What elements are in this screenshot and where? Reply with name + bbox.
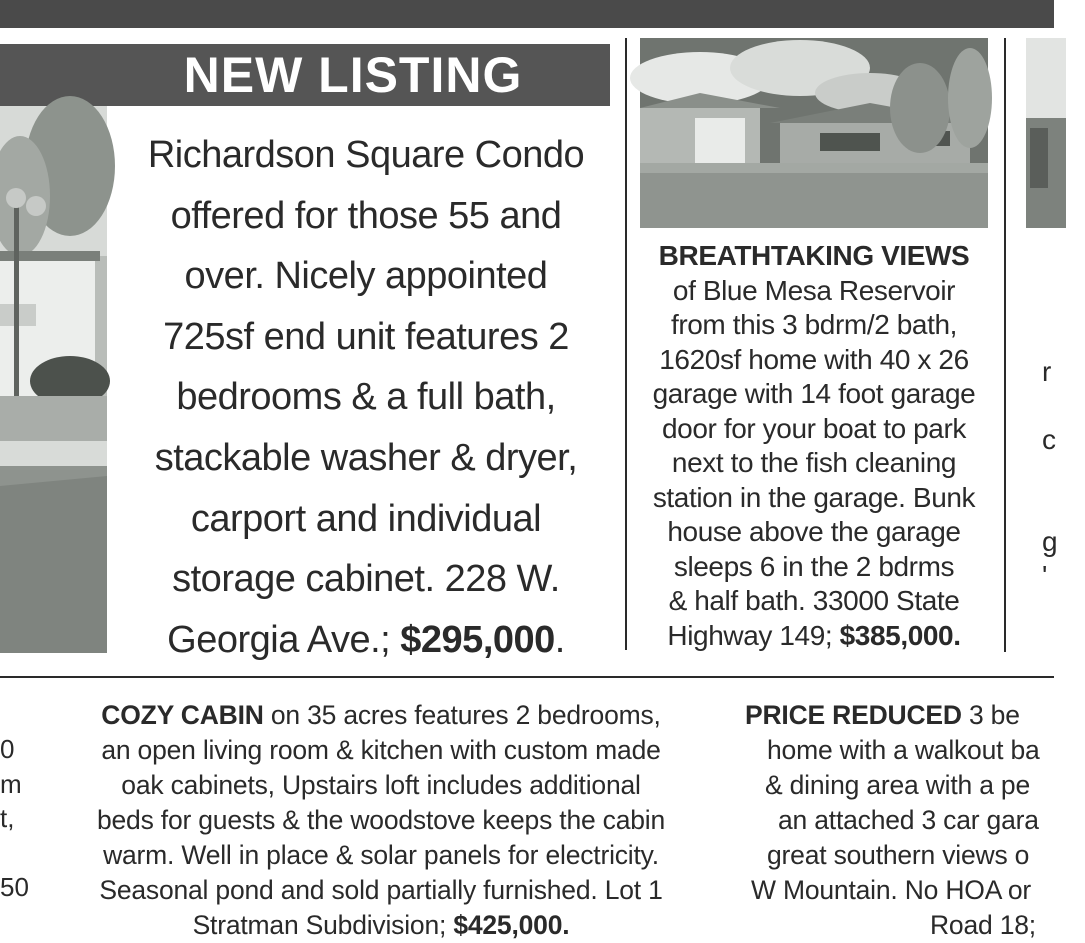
listing-address: Stratman Subdivision; <box>192 910 454 940</box>
listing-text: on 35 acres features 2 bedrooms, <box>263 700 661 730</box>
listing-first-line <box>60 698 702 733</box>
listing-views-description <box>630 239 998 653</box>
listing-text-line: of Blue Mesa Reservoir <box>672 274 956 306</box>
listing-text-line: Road 18; <box>930 910 1036 940</box>
listing-address: Highway 149; <box>667 619 840 651</box>
listing-address-price-line <box>630 619 998 654</box>
listing-text-line: sleeps 6 in the 2 bdrms <box>673 550 955 582</box>
fragment-line <box>1042 457 1072 491</box>
listing-heading: COZY CABIN <box>101 700 264 730</box>
section-divider <box>0 676 1054 678</box>
listing-price: $425,000. <box>453 910 570 940</box>
listing-left-fragment <box>0 732 29 905</box>
listing-text-line: over. Nicely appointed <box>184 255 548 298</box>
listing-photo-house <box>640 38 988 228</box>
listing-text-line: great southern views o <box>767 840 1030 870</box>
listing-price-period: . <box>554 618 565 661</box>
top-bar <box>0 0 1054 28</box>
fragment-line: 50 <box>0 872 29 902</box>
column-divider <box>625 38 627 650</box>
fragment-line <box>1042 389 1072 423</box>
listing-reduced-description <box>745 698 1085 943</box>
listing-text-line: door for your boat to park <box>662 412 966 444</box>
listing-heading: BREATHTAKING VIEWS <box>658 240 970 271</box>
listing-text-line: next to the fish cleaning <box>671 447 957 478</box>
listing-heading: PRICE REDUCED <box>745 700 962 730</box>
listing-text-line: beds for guests & the woodstove keeps the cabin <box>96 805 666 835</box>
listing-text-line: 725sf end unit features 2 <box>163 315 569 358</box>
listing-text-line: garage with 14 foot garage <box>652 378 976 409</box>
listing-text-line: warm. Well in place & solar panels for electricity. <box>103 840 659 870</box>
listing-text-line: oak cabinets, Upstairs loft includes additional <box>121 770 641 800</box>
fragment-line: ' <box>1042 560 1048 591</box>
listing-text-line: 1620sf home with 40 x 26 <box>659 343 969 375</box>
listing-text-line: & dining area with a pe <box>765 770 1030 800</box>
listing-text-line: carport and individual <box>190 497 542 540</box>
listing-text-line: an open living room & kitchen with custom made <box>101 735 661 765</box>
listing-cabin-description <box>60 698 702 943</box>
fragment-line: 0 <box>0 734 15 764</box>
fragment-line: r <box>1042 356 1052 387</box>
fragment-line: t, <box>0 803 15 833</box>
listing-price: $295,000 <box>400 618 555 661</box>
listing-price: $385,000. <box>839 619 961 651</box>
column-divider <box>1004 38 1006 652</box>
fragment-line <box>1042 491 1072 525</box>
new-listing-banner <box>0 44 610 106</box>
listing-text-line: house above the garage <box>667 516 961 547</box>
listing-text-line: bedrooms & a full bath, <box>176 376 556 419</box>
listing-text-line: & half bath. 33000 State <box>668 585 960 616</box>
listing-text-line: W Mountain. No HOA or <box>751 875 1032 905</box>
listing-address: Georgia Ave.; <box>167 618 401 661</box>
listing-text: 3 be <box>961 700 1020 730</box>
listing-address-price-line <box>60 908 702 943</box>
listing-text-line: home with a walkout ba <box>767 735 1040 765</box>
listing-text-line: an attached 3 car gara <box>778 805 1039 835</box>
listing-address-price-line <box>107 610 625 671</box>
fragment-line <box>0 836 20 871</box>
listing-text-line: storage cabinet. 228 W. <box>172 558 560 601</box>
listing-text-line: stackable washer & dryer, <box>154 436 578 479</box>
listing-text-line: station in the garage. Bunk <box>652 481 976 513</box>
listing-text-line: offered for those 55 and <box>170 194 562 237</box>
fragment-line: g <box>1042 526 1058 557</box>
listing-condo-description <box>107 125 625 670</box>
fragment-line: m <box>0 768 22 799</box>
listing-text-line: Richardson Square Condo <box>147 134 585 176</box>
fragment-line: c <box>1042 424 1056 455</box>
listing-first-line <box>745 698 1085 733</box>
listing-text-line: Seasonal pond and sold partially furnished. Lot 1 <box>99 875 663 905</box>
listing-right-fragment <box>1042 355 1072 593</box>
listing-photo-right <box>1026 38 1066 228</box>
listing-text-line: from this 3 bdrm/2 bath, <box>670 309 958 340</box>
listing-photo-left <box>0 106 107 653</box>
banner-title: NEW LISTING <box>183 47 523 103</box>
